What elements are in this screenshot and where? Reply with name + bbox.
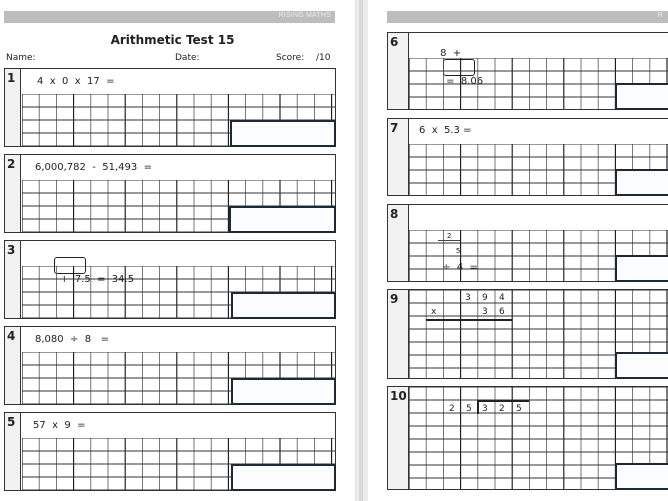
digit: 4 [499, 293, 505, 303]
prompt-text: ÷ 4 = [442, 262, 478, 273]
operator: x [431, 307, 437, 317]
answer-box[interactable] [615, 255, 668, 282]
question-prompt: 8,080 ÷ 8 = [35, 334, 109, 345]
denominator: 5 [455, 247, 461, 255]
question-10 [387, 386, 668, 490]
page-title: Arithmetic Test 15 [110, 33, 235, 47]
prompt-text: = 8.06 [446, 76, 484, 87]
question-prompt: 6,000,782 - 51,493 = [35, 162, 152, 173]
digit: 5 [516, 404, 522, 414]
question-5 [4, 412, 336, 491]
question-number: 8 [388, 205, 409, 281]
digit: 3 [482, 307, 488, 317]
brand-label: R [657, 12, 663, 19]
name-label: Name: [6, 53, 36, 63]
answer-box[interactable] [231, 464, 336, 491]
question-3 [4, 240, 336, 319]
digit: 2 [449, 404, 455, 414]
question-2 [4, 154, 336, 233]
question-number: 6 [388, 33, 409, 109]
answer-box[interactable] [615, 463, 668, 490]
question-number: 4 [5, 327, 21, 404]
digit: 5 [466, 404, 472, 414]
numerator: 2 [438, 233, 460, 241]
prompt-text: + 7.5 = 34.5 [60, 274, 135, 285]
answer-box[interactable] [229, 206, 336, 233]
digit: 9 [482, 293, 488, 303]
answer-box[interactable] [615, 352, 668, 379]
question-1 [4, 68, 336, 147]
question-prompt: 4 x 0 x 17 = [37, 76, 115, 87]
worksheet-page-2 [368, 0, 668, 501]
question-prompt: 6 x 5.3 = [419, 125, 472, 136]
question-prompt: 57 x 9 = [33, 420, 86, 431]
question-number: 9 [388, 290, 409, 378]
question-number: 2 [5, 155, 21, 232]
answer-box[interactable] [230, 120, 336, 147]
header-bar [4, 11, 335, 23]
digit: 2 [499, 404, 505, 414]
score-label: Score: [276, 53, 305, 63]
question-9 [387, 289, 668, 379]
digit: 3 [482, 404, 488, 414]
digit: 3 [465, 293, 471, 303]
question-number: 1 [5, 69, 21, 146]
brand-label: RISING MATHS [278, 12, 331, 19]
question-8 [387, 204, 668, 282]
answer-box[interactable] [615, 83, 668, 110]
answer-line [426, 319, 512, 321]
question-number: 3 [5, 241, 21, 318]
question-4 [4, 326, 336, 405]
answer-box[interactable] [231, 378, 336, 405]
question-number: 10 [388, 387, 409, 489]
page-divider [359, 0, 363, 501]
question-7 [387, 118, 668, 196]
answer-box[interactable] [231, 292, 336, 319]
question-number: 7 [388, 119, 409, 195]
score-total: /10 [316, 53, 331, 63]
division-bracket [477, 400, 479, 414]
date-label: Date: [175, 53, 200, 63]
division-bar [477, 400, 529, 402]
header-bar [387, 11, 668, 23]
digit: 6 [499, 307, 505, 317]
question-6 [387, 32, 668, 110]
question-number: 5 [5, 413, 21, 490]
answer-box[interactable] [615, 169, 668, 196]
prompt-text: 8 + [440, 48, 462, 59]
